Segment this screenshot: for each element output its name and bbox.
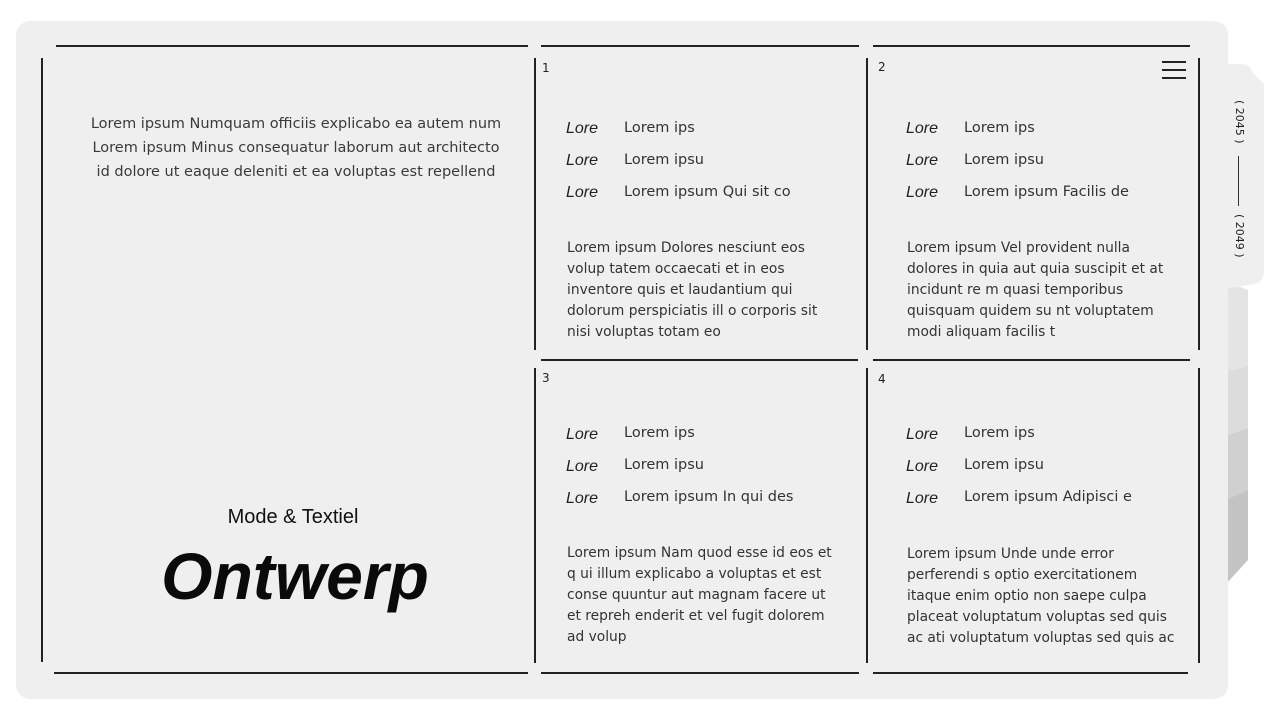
subtitle: Mode & Textiel — [227, 506, 359, 528]
divider-left — [534, 58, 536, 350]
timeline-start-year: ( 2045 ) — [1233, 100, 1246, 144]
panel-1-row-1-label: Lore — [566, 120, 599, 137]
panel-1-paragraph: Lorem ipsum Dolores nesciunt eos volup tatem occaecati et in eos inventore quis et laudantium qui dolorum perspiciatis ill o corporis sit nisi voluptas totam eo — [567, 240, 818, 340]
panel-2-row-3-value: Lorem ipsum Facilis de — [964, 184, 1129, 200]
intro-text: Lorem ipsum Numquam officiis explicabo ea autem num Lorem ipsum Minus consequatur laborum aut architecto id dolore ut eaque deleniti et ea voluptas est repellend — [90, 116, 502, 180]
panel-3-bottom-border — [541, 672, 859, 674]
panel-4-bottom-border — [873, 672, 1188, 674]
left-panel-top-border — [56, 45, 528, 47]
panel-4-row-2-label: Lore — [906, 458, 939, 475]
panel-1-row-1-value: Lorem ips — [624, 120, 695, 136]
panel-3-row-2-label: Lore — [566, 458, 599, 475]
panel-3-row-3-value: Lorem ipsum In qui des — [624, 489, 794, 505]
panel-1-row-2-value: Lorem ipsu — [624, 152, 704, 168]
left-panel-left-border — [41, 58, 43, 662]
panel-2-row-1-label: Lore — [906, 120, 939, 137]
panel-3-number: 3 — [542, 371, 550, 385]
panel-1-top-border — [541, 45, 859, 47]
timeline-end-year: ( 2049 ) — [1233, 214, 1246, 258]
panel-4-paragraph: Lorem ipsum Unde unde error perferendi s optio exercitationem itaque enim optio non saepe culpa placeat voluptatum voluptas sed quis ac ati voluptatum voluptas sed quis ac — [907, 546, 1175, 646]
panel-3-row-3-label: Lore — [566, 490, 599, 507]
divider-middle — [866, 58, 868, 350]
panel-3-row-1-label: Lore — [566, 426, 599, 443]
panel-4-row-1-value: Lorem ips — [964, 425, 1035, 441]
panel-1-bottom-border — [541, 359, 858, 361]
divider-middle-lower — [866, 368, 868, 663]
divider-left-lower — [534, 368, 536, 663]
panel-1-row-2-label: Lore — [566, 152, 599, 169]
panel-2-row-1-value: Lorem ips — [964, 120, 1035, 136]
panel-2-paragraph: Lorem ipsum Vel provident nulla dolores in quia aut quia suscipit et at incidunt re m quasi temporibus quisquam quidem su nt voluptatem modi aliquam facilis t — [907, 240, 1164, 340]
panel-4-number: 4 — [878, 372, 886, 386]
panel-3-row-1-value: Lorem ips — [624, 425, 695, 441]
timeline-line — [1238, 156, 1239, 206]
panel-2-row-2-value: Lorem ipsu — [964, 152, 1044, 168]
panel-1-number: 1 — [542, 61, 550, 75]
divider-right-lower — [1198, 368, 1200, 663]
divider-right — [1198, 58, 1200, 350]
panel-4-row-2-value: Lorem ipsu — [964, 457, 1044, 473]
panel-2-row-2-label: Lore — [906, 152, 939, 169]
panel-2-number: 2 — [878, 60, 886, 74]
panel-2-bottom-border — [873, 359, 1190, 361]
panel-4-row-1-label: Lore — [906, 426, 939, 443]
panel-4-row-3-label: Lore — [906, 490, 939, 507]
panel-2-top-border — [873, 45, 1190, 47]
panel-3-paragraph: Lorem ipsum Nam quod esse id eos et q ui illum explicabo a voluptas et est conse quuntur aut magnam facere ut et repreh enderit et vel fugit dolorem ad volup — [567, 545, 832, 645]
page-title: Ontwerp — [161, 539, 429, 613]
left-panel-bottom-border — [54, 672, 528, 674]
panel-1-row-3-value: Lorem ipsum Qui sit co — [624, 184, 791, 200]
panel-3-row-2-value: Lorem ipsu — [624, 457, 704, 473]
panel-2-row-3-label: Lore — [906, 184, 939, 201]
panel-1-row-3-label: Lore — [566, 184, 599, 201]
folder-tab-1 — [1226, 282, 1248, 372]
panel-4-row-3-value: Lorem ipsum Adipisci e — [964, 489, 1132, 505]
hamburger-menu-icon[interactable] — [1162, 60, 1186, 80]
